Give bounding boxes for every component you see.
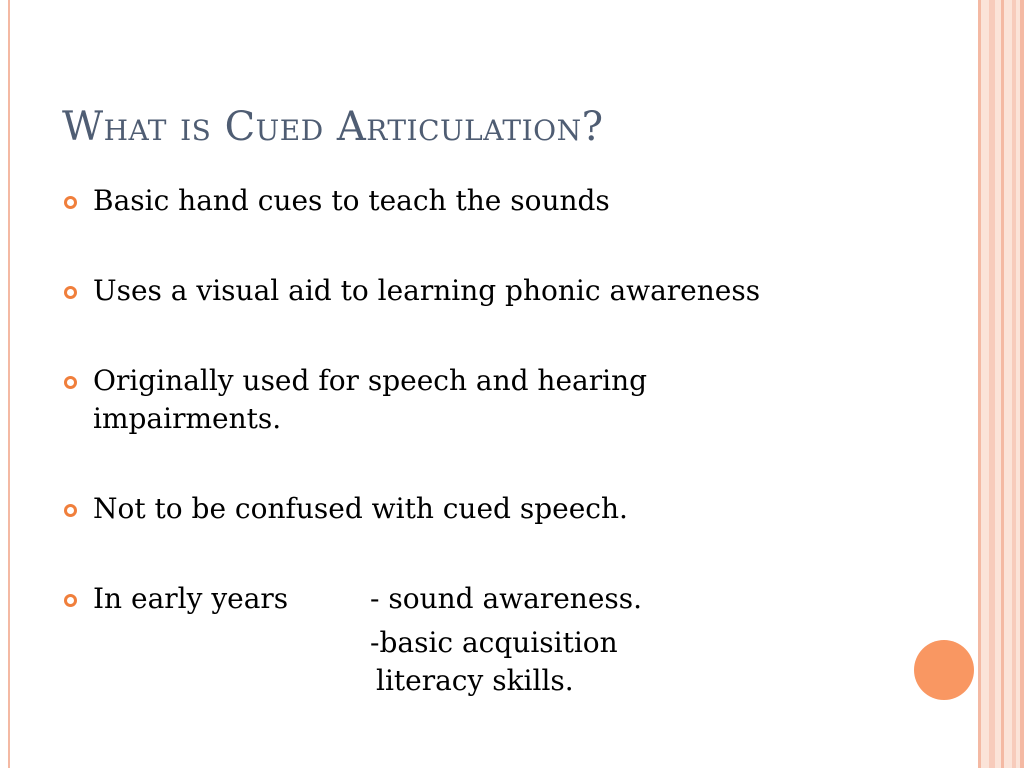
- bullet-circle-icon: [64, 196, 77, 209]
- bullet-text: Basic hand cues to teach the sounds: [93, 184, 610, 217]
- right-stripe: [989, 0, 995, 768]
- bullet-detail: - sound awareness.: [370, 582, 643, 615]
- bullet-text: Not to be confused with cued speech.: [93, 492, 628, 525]
- bullet-text-row: [93, 580, 964, 618]
- bullet-circle-icon: [64, 376, 77, 389]
- bullet-detail-line: [64, 662, 964, 700]
- bullet-text: Uses a visual aid to learning phonic awareness: [93, 274, 761, 307]
- right-stripe: [1020, 0, 1024, 768]
- bullet-item: [64, 182, 964, 220]
- right-stripe: [1001, 0, 1004, 768]
- bullet-detail-line: [64, 624, 964, 662]
- bullet-circle-icon: [64, 594, 77, 607]
- bullet-item: [64, 272, 964, 310]
- bullet-item: [64, 490, 964, 528]
- bullet-list: [64, 182, 964, 752]
- bullet-text: In early years: [93, 582, 289, 615]
- right-stripe: [978, 0, 981, 768]
- left-border-line: [8, 0, 10, 768]
- bullet-detail: literacy skills.: [376, 664, 574, 697]
- bullet-circle-icon: [64, 286, 77, 299]
- bullet-item: [64, 580, 964, 700]
- right-stripe: [1012, 0, 1016, 768]
- bullet-item: [64, 362, 964, 438]
- bullet-text: Originally used for speech and hearing impairments.: [93, 364, 648, 435]
- bullet-detail: -basic acquisition: [370, 626, 618, 659]
- slide-title: What is Cued Articulation?: [62, 104, 604, 150]
- bullet-circle-icon: [64, 504, 77, 517]
